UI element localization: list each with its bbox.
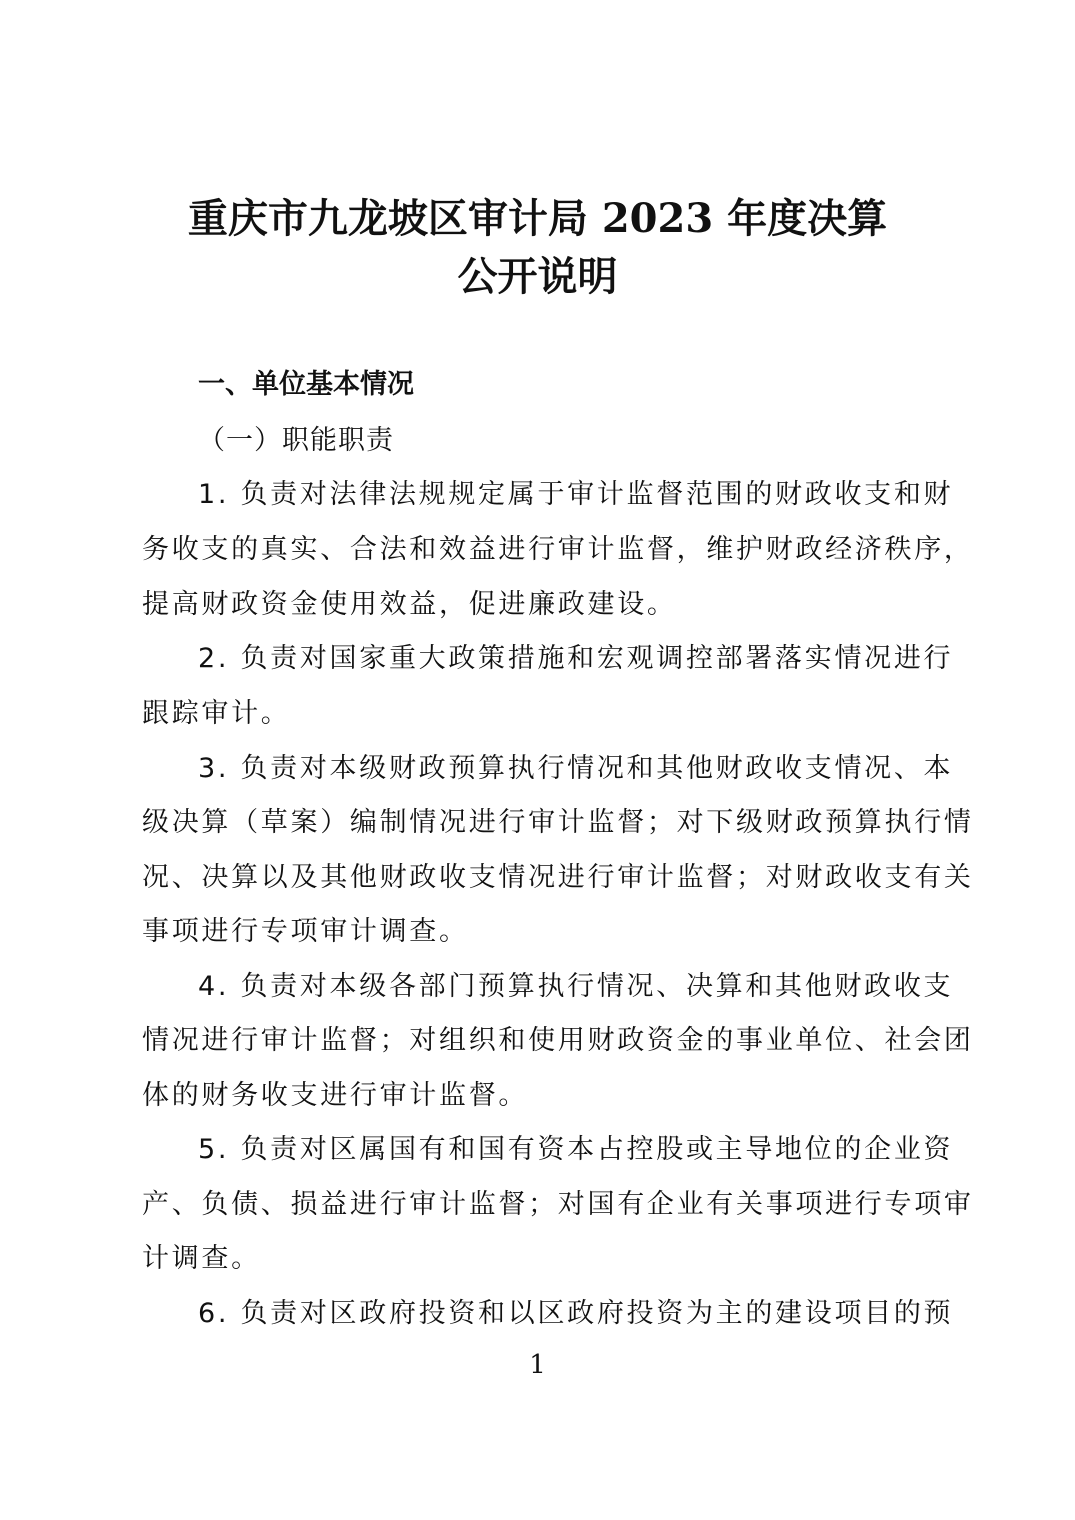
body-line: 计调查。 xyxy=(142,1243,261,1274)
body-line: 跟踪审计。 xyxy=(142,698,291,729)
body-line: 1. 负责对法律法规规定属于审计监督范围的财政收支和财 xyxy=(198,479,954,510)
body-line: 体的财务收支进行审计监督。 xyxy=(142,1080,529,1111)
body-line: 5. 负责对区属国有和国有资本占控股或主导地位的企业资 xyxy=(198,1134,954,1165)
document-title-line-1: 重庆市九龙坡区审计局 2023 年度决算 xyxy=(187,195,888,242)
subsection-heading: （一）职能职责 xyxy=(198,425,394,456)
body-line: 务收支的真实、合法和效益进行审计监督，维护财政经济秩序， xyxy=(142,534,974,565)
body-line: 4. 负责对本级各部门预算执行情况、决算和其他财政收支 xyxy=(198,971,954,1002)
body-line: 提高财政资金使用效益，促进廉政建设。 xyxy=(142,589,677,620)
body-line: 事项进行专项审计调查。 xyxy=(142,916,469,947)
document-title-line-2: 公开说明 xyxy=(457,253,618,300)
section-heading: 一、单位基本情况 xyxy=(198,369,414,400)
body-line: 6. 负责对区政府投资和以区政府投资为主的建设项目的预 xyxy=(198,1298,954,1329)
body-line: 况、决算以及其他财政收支情况进行审计监督；对财政收支有关 xyxy=(142,862,974,893)
body-line: 情况进行审计监督；对组织和使用财政资金的事业单位、社会团 xyxy=(142,1025,974,1056)
body-line: 2. 负责对国家重大政策措施和宏观调控部署落实情况进行 xyxy=(198,643,954,674)
body-line: 产、负债、损益进行审计监督；对国有企业有关事项进行专项审 xyxy=(142,1189,974,1220)
body-line: 级决算（草案）编制情况进行审计监督；对下级财政预算执行情 xyxy=(142,807,974,838)
body-line: 3. 负责对本级财政预算执行情况和其他财政收支情况、本 xyxy=(198,753,954,784)
page-number: 1 xyxy=(529,1350,546,1380)
